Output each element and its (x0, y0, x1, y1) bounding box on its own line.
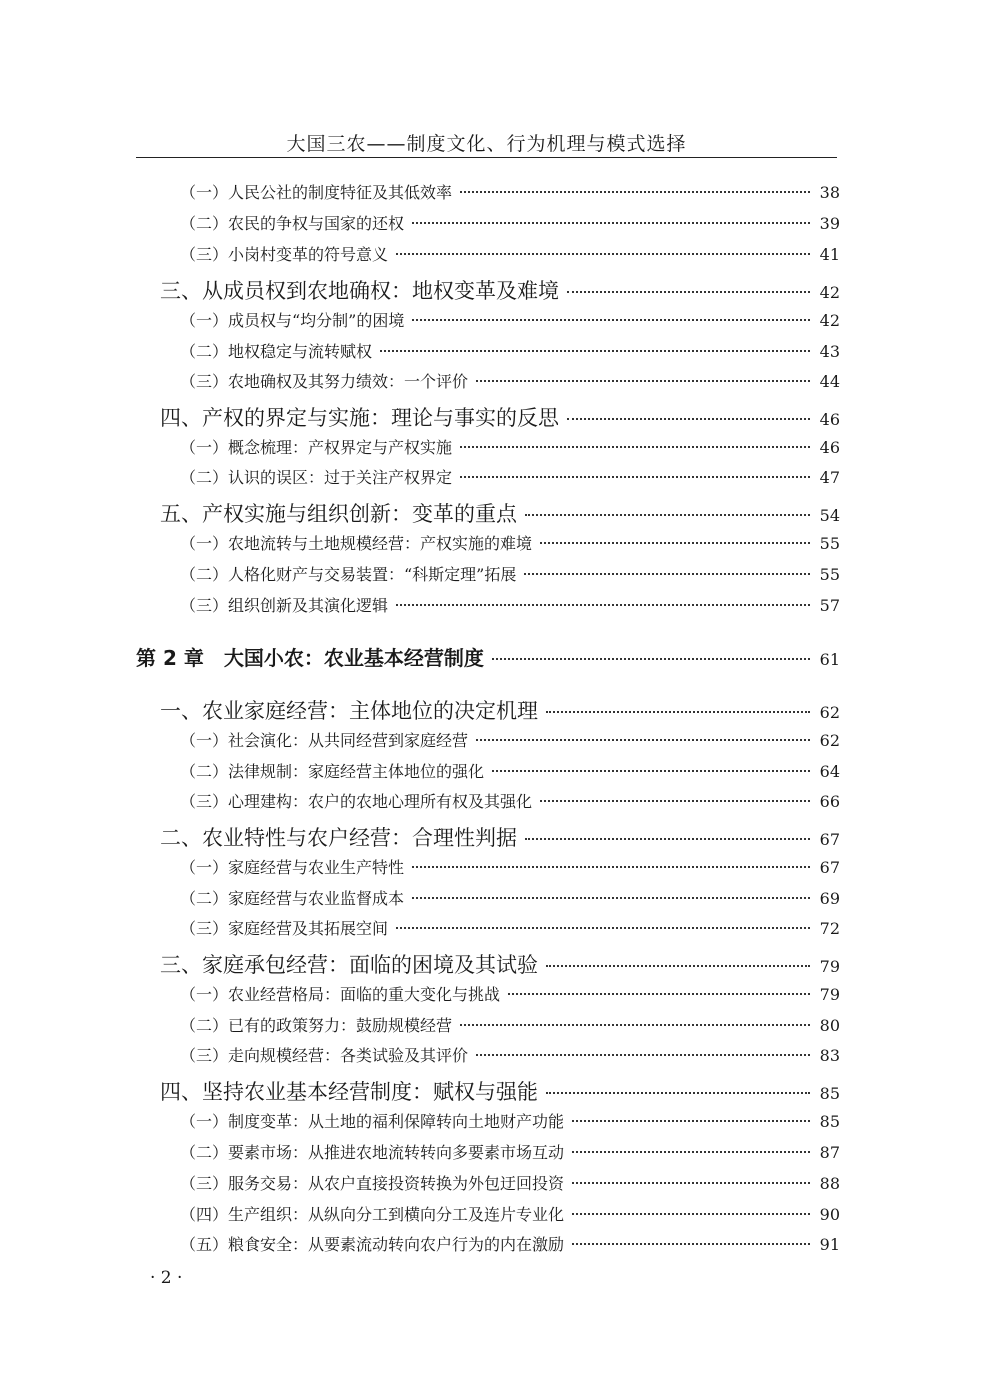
toc-dot-leader (540, 800, 810, 802)
toc-dot-leader (546, 965, 810, 967)
toc-entry-title: （一）农业经营格局：面临的重大变化与挑战 (180, 985, 501, 1004)
toc-dot-leader (546, 1092, 810, 1094)
page-number: · 2 · (150, 1268, 183, 1288)
toc-entry-page: 85 (819, 1084, 840, 1103)
toc-dot-leader (525, 514, 810, 516)
toc-entry-title: （一）家庭经营与农业生产特性 (180, 858, 405, 877)
toc-entry-title: （一）概念梳理：产权界定与产权实施 (180, 438, 453, 457)
toc-entry-page: 43 (819, 342, 840, 361)
toc-entry-title: （二）地权稳定与流转赋权 (180, 342, 373, 361)
toc-entry-title: （二）法律规制：家庭经营主体地位的强化 (180, 762, 485, 781)
toc-entry-title: 三、从成员权到农地确权：地权变革及难境 (160, 279, 559, 303)
toc-entry-title: （一）成员权与“均分制”的困境 (180, 311, 405, 330)
toc-entry-title: （三）小岗村变革的符号意义 (180, 245, 389, 264)
toc-entry-title: （二）农民的争权与国家的还权 (180, 214, 405, 233)
toc-entry-page: 39 (819, 214, 840, 233)
toc-entry-page: 83 (819, 1046, 840, 1065)
toc-entry-page: 88 (819, 1174, 840, 1193)
toc-dot-leader (380, 350, 810, 352)
toc-entry-page: 44 (819, 372, 840, 391)
toc-entry-title: （一）人民公社的制度特征及其低效率 (180, 183, 453, 202)
toc-entry-title: 五、产权实施与组织创新：变革的重点 (160, 502, 517, 526)
toc-section-row (160, 822, 840, 852)
toc-entry-page: 79 (819, 985, 840, 1004)
toc-entry-title: （一）农地流转与土地规模经营：产权实施的难境 (180, 534, 533, 553)
toc-entry-page: 46 (819, 438, 840, 457)
toc-section-row (160, 498, 840, 528)
toc-chapter-row (136, 642, 840, 671)
toc-subsection-row (180, 211, 840, 234)
toc-dot-leader (460, 1024, 810, 1026)
toc-entry-title: （三）组织创新及其演化逻辑 (180, 596, 389, 615)
toc-entry-page: 47 (819, 468, 840, 487)
toc-dot-leader (508, 993, 810, 995)
toc-dot-leader (460, 446, 810, 448)
toc-entry-page: 57 (819, 596, 840, 615)
toc-subsection-row (180, 886, 840, 909)
toc-entry-page: 91 (819, 1235, 840, 1254)
toc-subsection-row (180, 1140, 840, 1163)
toc-entry-page: 64 (819, 762, 840, 781)
toc-entry-title: （一）制度变革：从土地的福利保障转向土地财产功能 (180, 1112, 565, 1131)
header-rule (136, 157, 837, 158)
toc-subsection-row (180, 1202, 840, 1225)
toc-entry-page: 55 (819, 565, 840, 584)
toc-section-row (160, 949, 840, 979)
toc-entry-title: （三）服务交易：从农户直接投资转换为外包迂回投资 (180, 1174, 565, 1193)
toc-dot-leader (524, 573, 810, 575)
toc-section-row (160, 402, 840, 432)
toc-entry-title: （三）家庭经营及其拓展空间 (180, 919, 389, 938)
toc-dot-leader (460, 476, 810, 478)
toc-dot-leader (476, 380, 810, 382)
toc-dot-leader (476, 1054, 810, 1056)
toc-dot-leader (396, 927, 810, 929)
toc-subsection-row (180, 465, 840, 488)
toc-entry-page: 67 (819, 858, 840, 877)
toc-subsection-row (180, 180, 840, 203)
toc-subsection-row (180, 308, 840, 331)
toc-subsection-row (180, 339, 840, 362)
toc-entry-title: （三）农地确权及其努力绩效：一个评价 (180, 372, 469, 391)
toc-dot-leader (492, 770, 810, 772)
toc-entry-title: （二）人格化财产与交易装置：“科斯定理”拓展 (180, 565, 517, 584)
toc-dot-leader (567, 418, 810, 420)
toc-subsection-row (180, 1171, 840, 1194)
toc-entry-title: 一、农业家庭经营：主体地位的决定机理 (160, 699, 538, 723)
running-header-title: 大国三农——制度文化、行为机理与模式选择 (286, 133, 687, 155)
toc-dot-leader (572, 1182, 810, 1184)
toc-dot-leader (396, 604, 810, 606)
toc-entry-title: 二、农业特性与农户经营：合理性判据 (160, 826, 517, 850)
toc-entry-page: 54 (819, 506, 840, 525)
toc-dot-leader (572, 1243, 810, 1245)
toc-entry-page: 62 (819, 731, 840, 750)
toc-subsection-row (180, 242, 840, 265)
toc-entry-title: （二）已有的政策努力：鼓励规模经营 (180, 1016, 453, 1035)
toc-subsection-row (180, 593, 840, 616)
toc-entry-title: （二）认识的误区：过于关注产权界定 (180, 468, 453, 487)
toc-entry-page: 61 (819, 650, 840, 669)
toc-dot-leader (572, 1151, 810, 1153)
toc-dot-leader (546, 711, 810, 713)
toc-dot-leader (572, 1120, 810, 1122)
toc-entry-title: 第 2 章 大国小农：农业基本经营制度 (136, 646, 484, 670)
toc-entry-page: 67 (819, 830, 840, 849)
toc-section-row (160, 1076, 840, 1106)
toc-subsection-row (180, 728, 840, 751)
toc-entry-title: 三、家庭承包经营：面临的困境及其试验 (160, 953, 538, 977)
toc-subsection-row (180, 759, 840, 782)
toc-entry-page: 87 (819, 1143, 840, 1162)
toc-subsection-row (180, 1013, 840, 1036)
toc-entry-page: 42 (819, 311, 840, 330)
toc-subsection-row (180, 531, 840, 554)
toc-dot-leader (412, 897, 810, 899)
toc-section-row (160, 275, 840, 305)
toc-entry-page: 62 (819, 703, 840, 722)
toc-dot-leader (567, 291, 810, 293)
toc-entry-page: 46 (819, 410, 840, 429)
toc-dot-leader (492, 658, 810, 660)
toc-dot-leader (540, 542, 810, 544)
toc-dot-leader (396, 253, 810, 255)
toc-entry-page: 80 (819, 1016, 840, 1035)
toc-entry-title: （三）心理建构：农户的农地心理所有权及其强化 (180, 792, 533, 811)
toc-dot-leader (460, 191, 810, 193)
toc-entry-page: 85 (819, 1112, 840, 1131)
toc-subsection-row (180, 369, 840, 392)
toc-entry-page: 79 (819, 957, 840, 976)
toc-dot-leader (412, 866, 810, 868)
toc-subsection-row (180, 1109, 840, 1132)
toc-dot-leader (476, 739, 810, 741)
toc-subsection-row (180, 916, 840, 939)
toc-dot-leader (412, 319, 810, 321)
toc-entry-title: （二）家庭经营与农业监督成本 (180, 889, 405, 908)
toc-entry-page: 38 (819, 183, 840, 202)
toc-subsection-row (180, 1043, 840, 1066)
toc-entry-page: 55 (819, 534, 840, 553)
toc-dot-leader (572, 1213, 810, 1215)
toc-entry-title: （一）社会演化：从共同经营到家庭经营 (180, 731, 469, 750)
toc-dot-leader (525, 838, 810, 840)
toc-entry-title: 四、产权的界定与实施：理论与事实的反思 (160, 406, 559, 430)
toc-subsection-row (180, 855, 840, 878)
toc-entry-page: 72 (819, 919, 840, 938)
toc-entry-page: 66 (819, 792, 840, 811)
toc-entry-page: 90 (819, 1205, 840, 1224)
toc-subsection-row (180, 562, 840, 585)
toc-section-row (160, 695, 840, 725)
toc-subsection-row (180, 435, 840, 458)
toc-entry-title: （二）要素市场：从推进农地流转转向多要素市场互动 (180, 1143, 565, 1162)
toc-entry-page: 69 (819, 889, 840, 908)
toc-entry-page: 41 (819, 245, 840, 264)
toc-entry-title: （五）粮食安全：从要素流动转向农户行为的内在激励 (180, 1235, 565, 1254)
toc-entry-title: （四）生产组织：从纵向分工到横向分工及连片专业化 (180, 1205, 565, 1224)
toc-entry-title: 四、坚持农业基本经营制度：赋权与强能 (160, 1080, 538, 1104)
toc-subsection-row (180, 1232, 840, 1255)
toc-entry-title: （三）走向规模经营：各类试验及其评价 (180, 1046, 469, 1065)
toc-dot-leader (412, 222, 810, 224)
toc-entry-page: 42 (819, 283, 840, 302)
toc-subsection-row (180, 789, 840, 812)
toc-subsection-row (180, 982, 840, 1005)
